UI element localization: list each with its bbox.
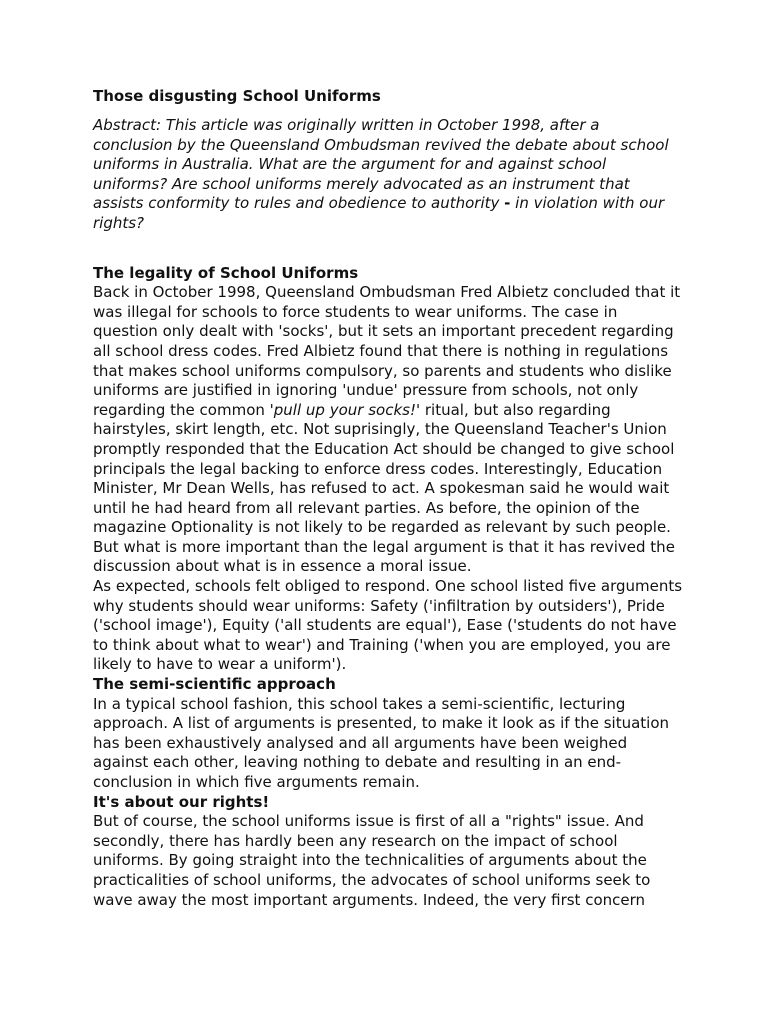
section-heading-rights: It's about our rights! <box>93 792 270 811</box>
legality-p1-emphasis: pull up your socks! <box>273 400 416 419</box>
abstract-text-part1: Abstract: This article was originally written in October 1998, after a conclusion by the Queensland Ombudsman revived the debate about school uniforms in Australia. What are the argument for and against school uniforms? Are school uniforms merely advocated as an instrument that assists conformity to rules and obedience to authority <box>93 116 669 213</box>
abstract-dash: - <box>504 194 511 213</box>
section-heading-legality: The legality of School Uniforms <box>93 263 359 282</box>
legality-p1-text-a: Back in October 1998, Queensland Ombudsman Fred Albietz concluded that it was illegal for schools to force students to wear uniforms. The case in question only dealt with 'socks', but it sets an important precedent regarding all school dress codes. Fred Albietz found that there is nothing in regulations that makes school uniforms compulsory, so parents and students who dislike uniforms are justified in ignoring 'undue' pressure from schools, not only regarding the common ' <box>93 283 681 419</box>
document-page <box>93 86 683 910</box>
abstract-paragraph <box>93 116 683 234</box>
legality-paragraph-1 <box>93 283 683 577</box>
semi-scientific-paragraph-1: In a typical school fashion, this school takes a semi-scientific, lecturing approach. A list of arguments is presented, to make it look as if the situation has been exhaustively analysed and all arguments have been weighed against each other, leaving nothing to debate and resulting in an end-conclusion in which five arguments remain. <box>93 694 670 791</box>
legality-paragraph-2: As expected, schools felt obliged to respond. One school listed five arguments why students should wear uniforms: Safety ('infiltration by outsiders'), Pride ('school image'), Equity ('all students are equal'), Ease ('students do not have to think about what to wear') and Training ('when you are employed, you are likely to have to wear a uniform'). <box>93 577 683 674</box>
abstract-text-part2: in violation with our rights? <box>93 194 665 232</box>
rights-paragraph-1: But of course, the school uniforms issue is first of all a "rights" issue. And secondly, there has hardly been any research on the impact of school uniforms. By going straight into the technicalities of arguments about the practicalities of school uniforms, the advocates of school uniforms seek to wave away the most important arguments. Indeed, the very first concern <box>93 812 651 909</box>
document-title: Those disgusting School Uniforms <box>93 87 381 105</box>
legality-p1-text-b: ' ritual, but also regarding hairstyles, skirt length, etc. Not suprisingly, the Queensland Teacher's Union promptly responded that the Education Act should be changed to give school principals the legal backing to enforce dress codes. Interestingly, Education Minister, Mr Dean Wells, has refused to act. A spokesman said he would wait until he had heard from all relevant parties. As before, the opinion of the magazine Optionality is not likely to be regarded as relevant by such people. But what is more important than the legal argument is that it has revived the discussion about what is in essence a moral issue. <box>93 400 675 576</box>
section-heading-semi-scientific: The semi-scientific approach <box>93 675 336 694</box>
